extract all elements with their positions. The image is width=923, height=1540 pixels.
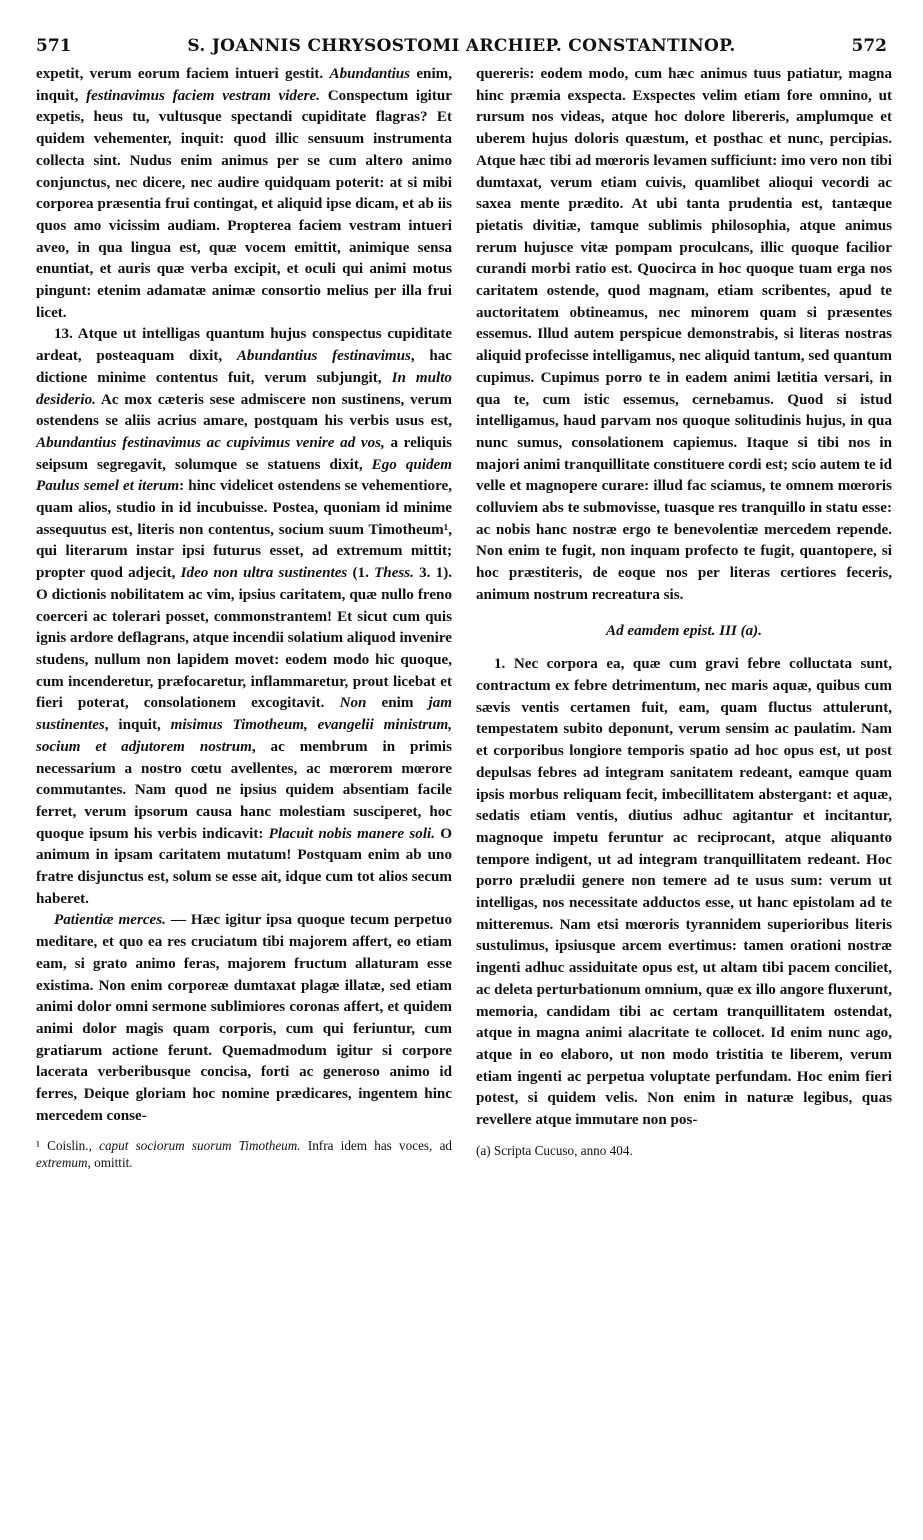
- page-number-right: 572: [851, 36, 887, 56]
- left-paragraph-2: 13. Atque ut intelligas quantum hujus conspectus cupiditate ardeat, posteaquam dixit, Abundantius festinavimus, hac dictione minime contentus fuit, verum subjungit, In multo desiderio. Ac mox cæteris sese admiscere non sustinens, verum ostendens se aliis acrius amare, postquam his verbis usus est, Abundantius festinavimus ac cupivimus venire ad vos, a reliquis seipsum segregavit, solumque se statuens dixit, Ego quidem Paulus semel et iterum: hinc videlicet ostendens se vehementiore, quam alios, studio in id incubuisse. Postea, quoniam id minime assequutus est, literis non contentus, socium suum Timotheum¹, qui literarum instar ipsi futurus esset, ad extremum mittit; propter quod adjecit, Ideo non ultra sustinentes (1. Thess. 3. 1). O dictionis nobilitatem ac vim, ipsius caritatem, quæ nullo freno coerceri ac tolerari posset, commonstrantem! Et sicut cum quis ignis ardore deflagrans, atque incendii solatium aliquod invenire studens, nullum non lapidem movet: eodem modo hic quoque, cum incenderetur, præfocaretur, inflammaretur, prout licebat et fieri poterat, consolationem excogitavit. Non enim jam sustinentes, inquit, misimus Timotheum, evangelii ministrum, socium et adjutorem nostrum, ac membrum in primis necessarium a nostro cœtu avellentes, ac mœrorem mœrore commutantes. Nam quod ne ipsius quidem absentiam facile ferret, verum ipsorum causa hanc molestiam susciperet, hoc quoque ipsum his verbis indicavit: Placuit nobis manere soli. O animum in ipsam caritatem mutatum! Postquam enim ab uno fratre disjunctus est, solum se esse ait, idque cum tot alios secum haberet.: [36, 326, 453, 907]
- right-paragraph-1: quereris: eodem modo, cum hæc animus tuus patiatur, magna hinc præmia exspecta. Exspectes velim etiam fore omnino, ut rursum nos videas, atque hoc dolore libereris, amplumque et uberem hujus doloris quæstum, et posthac et nunc, percipias. Atque hæc tibi ad mœroris levamen sufficiunt: imo vero non tibi dumtaxat, verum etiam cuivis, quamlibet alioqui vecordi ac saxea mente prædito. At ubi tanta prudentia est, tantæque pietatis divitiæ, tamque sublimis philosophia, atque animus rerum hujusce vitæ pompam proculcans, illic quoque facilior curandi morbi ratio est. Quocirca in hoc quoque tuam erga nos caritatem ostende, quod magnam, etiam scribentes, apud te auctoritatem obtineamus, nec minorem quam si præsentes essemus. Illud autem perspicue demonstrabis, si literas nostras aliquid profecisse intelligamus, nec aliquid tantum, sed quantum cupimus. Cupimus porro te in eadem animi lætitia versari, in qua te, cum istic essemus, cernebamus. Quod si istud intelligamus, haud parvam nos quoque solitudinis hujus, in qua nunc sumus, consolationem capiemus. Itaque si tibi nos in majori animi tranquillitate constituere cordi est; scio autem te id velle et magnopere curare: illud fac sciamus, te omnem mœroris colluviem abs te submovisse, tuasque res tranquillo in statu esse: ac nobis hanc nostræ ergo te benevolentiæ mercedem repende. Non enim te fugit, non inquam profecto te fugit, quantopere, si hoc præstiteris, de eoque nos per literas certiores feceris, animum nostrum recreatura sis.: [476, 66, 892, 603]
- letter-heading: Ad eamdem epist. III (a).: [606, 622, 762, 639]
- right-column: [476, 64, 892, 1159]
- page-number-left: 571: [36, 36, 72, 56]
- left-paragraph-3: Patientiæ merces. — Hæc igitur ipsa quoque tecum perpetuo meditare, et quo ea res cruciatum tibi majorem affert, eo etiam eam, si grato animo feras, majorem fructum allaturam esse existima. Non enim corporeæ dumtaxat plagæ illatæ, sed etiam animi dolor omni sermone sublimiores coronas affert, et quidem animi dolor magis quam corporis, cum qui feriuntur, cum gratiarum actione ferunt. Quemadmodum igitur si corpore lacerata verberibusque concisa, forti ac generoso animo id ferres, Deique gloriam hoc nomine prædicares, ingentem hinc mercedem conse-: [36, 912, 452, 1124]
- running-title: S. JOANNIS CHRYSOSTOMI ARCHIEP. CONSTANTINOP.: [187, 36, 736, 56]
- left-paragraph-1: expetit, verum eorum faciem intueri gestit. Abundantius enim, inquit, festinavimus faciem vestram videre. Conspectum igitur expetis, heus tu, vultusque spectandi cupiditate flagras? Et quidem vehementer, inquit: quod illic sensuum instrumenta collecta sint. Nudus enim animus per se cum altero animo conjunctus, nec dicere, nec audire quidquam poterit: at si mibi corporea præsentia frui contingat, et aliquid ipse dicam, et ab iis quos amo vicissim audiam. Propterea faciem vestram intueri aveo, in qua lingua est, quæ vocem emittit, animique sensa enuntiat, et auris quæ verba excipit, et oculi qui animi motus pingunt: etenim adamatæ animæ consortio melius per illa frui licet.: [36, 66, 452, 321]
- right-footnote: (a) Scripta Cucuso, anno 404.: [476, 1142, 633, 1158]
- running-header: [0, 0, 923, 62]
- left-footnote: ¹ Coislin., caput sociorum suorum Timotheum. Infra idem has voces, ad extremum, omittit.: [36, 1138, 453, 1171]
- left-column: [36, 64, 452, 1171]
- right-paragraph-2: 1. Nec corpora ea, quæ cum gravi febre colluctata sunt, contractum ex febre detrimentum, nec maris aquæ, quibus cum sævis ventis certamen fuit, eam, quam fluctus attulerunt, tempestatem subito deponunt, verum sensim ac paulatim. Nam et corporibus longiore temporis spatio ad hoc opus est, ut post depulsas febres ad integram sanitatem redeant, eamque quam ipsis morbus reliquam fecit, imbecillitatem abstergant: et aquæ, sedatis etiam ventis, diutius adhuc agitantur et incitantur, magnoque impetu feruntur ac reciprocant, atque aliquanto tempore indigent, ut ad integram tranquillitatem redeant. Hoc porro præludii genere non temere ad te usus sum: verum ut intelligas, nos necessitate adductos esse, ut hanc epistolam ad te mitteremus. Nam etsi mœroris tyrannidem superioribus literis sustulimus, ipsiusque arcem evertimus: tamen orationi nostræ ingenti adhuc assiduitate opus est, ut altam tibi pacem conciliet, ac deleta perturbationum omnium, quæ ex illo angore fluxerunt, memoria, candidam tibi ac certam tranquillitatem ostendat, atque in magna animi alacritate te collocet. Id enim nunc ago, atque in eo elaboro, ut non modo tristitia te liberem, verum etiam ingenti ac perpetua voluptate perfundam. Hoc enim fieri potest, si quidem velis. Non enim in naturæ legibus, quas revellere atque immutare non pos-: [476, 656, 892, 1129]
